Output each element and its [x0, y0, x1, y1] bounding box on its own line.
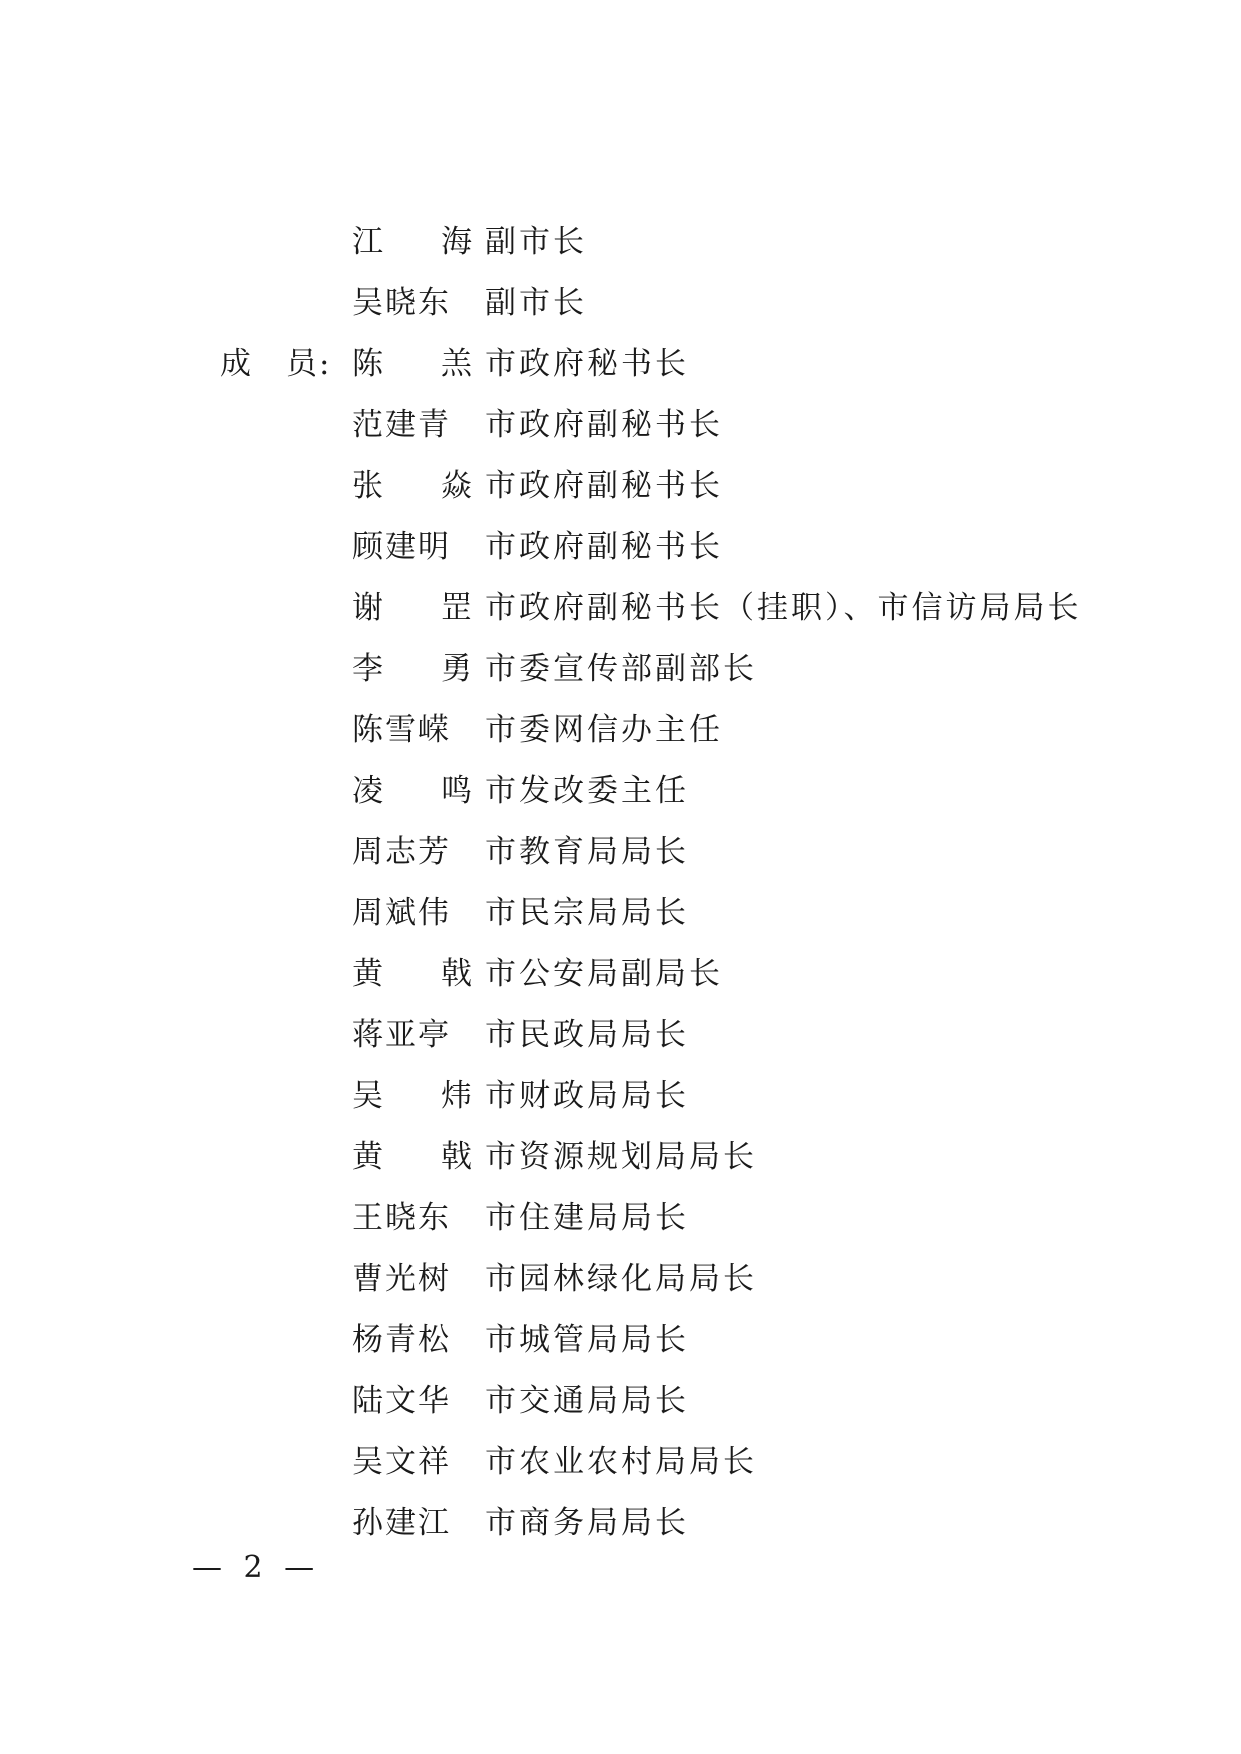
person-title: 市政府副秘书长（挂职）、市信访局局长: [485, 590, 1082, 626]
person-name-part: 羔: [441, 346, 472, 382]
person-name-part: 周志芳: [352, 834, 451, 870]
roster-row: [0, 944, 1241, 1005]
roster-row: [0, 1127, 1241, 1188]
person-name: [352, 944, 472, 1005]
person-name: [352, 395, 472, 456]
person-title: 市财政局局长: [485, 1078, 689, 1114]
person-title: 市城管局局长: [485, 1322, 689, 1358]
person-name-part: 吴晓东: [352, 285, 451, 321]
person-name-part: 江: [352, 224, 383, 260]
roster-row: [0, 212, 1241, 273]
roster-row: [0, 1371, 1241, 1432]
person-title: 市民宗局局长: [485, 895, 689, 931]
person-name: [352, 639, 472, 700]
person-name-part: 罡: [441, 590, 472, 626]
person-name-part: 炜: [441, 1078, 472, 1114]
person-title: 市政府秘书长: [485, 346, 689, 382]
person-name-part: 黄: [352, 956, 383, 992]
person-name: [352, 700, 472, 761]
person-name-part: 周斌伟: [352, 895, 451, 931]
person-name-part: 蒋亚亭: [352, 1017, 451, 1053]
person-name-part: 戟: [441, 956, 472, 992]
person-title: 市农业农村局局长: [485, 1444, 757, 1480]
roster-row: [0, 273, 1241, 334]
person-title: 市住建局局长: [485, 1200, 689, 1236]
person-title: 市公安局副局长: [485, 956, 723, 992]
page-number: — 2 —: [192, 1550, 321, 1585]
roster-row: [0, 883, 1241, 944]
roster-row: [0, 1493, 1241, 1554]
person-name: [352, 822, 472, 883]
roster-row: [0, 456, 1241, 517]
person-name-part: 王晓东: [352, 1200, 451, 1236]
person-name: [352, 1432, 472, 1493]
person-name: [352, 761, 472, 822]
roster-row: [0, 578, 1241, 639]
member-roster: [0, 212, 1241, 1554]
person-name-part: 焱: [441, 468, 472, 504]
roster-row: [0, 1432, 1241, 1493]
person-name-part: 吴文祥: [352, 1444, 451, 1480]
roster-row: [0, 639, 1241, 700]
person-name: [352, 1493, 472, 1554]
person-name-part: 陈雪嵘: [352, 712, 451, 748]
roster-row: [0, 517, 1241, 578]
roster-row: [0, 1005, 1241, 1066]
roster-row: [0, 822, 1241, 883]
person-title: 副市长: [485, 224, 587, 260]
person-name: [352, 456, 472, 517]
person-name-part: 鸣: [441, 773, 472, 809]
roster-row: [0, 395, 1241, 456]
person-title: 市民政局局长: [485, 1017, 689, 1053]
person-title: 市政府副秘书长: [485, 468, 723, 504]
person-title: 副市长: [485, 285, 587, 321]
person-title: 市政府副秘书长: [485, 529, 723, 565]
person-name-part: 范建青: [352, 407, 451, 443]
person-title: 市委宣传部副部长: [485, 651, 757, 687]
person-name-part: 杨青松: [352, 1322, 451, 1358]
person-name: [352, 1127, 472, 1188]
person-title: 市资源规划局局长: [485, 1139, 757, 1175]
person-name-part: 李: [352, 651, 383, 687]
person-name: [352, 1005, 472, 1066]
members-label: 成 员:: [220, 346, 332, 382]
person-name-part: 勇: [441, 651, 472, 687]
person-name-part: 顾建明: [352, 529, 451, 565]
person-name: [352, 883, 472, 944]
roster-row: [0, 1249, 1241, 1310]
person-title: 市交通局局长: [485, 1383, 689, 1419]
person-name-part: 曹光树: [352, 1261, 451, 1297]
person-name: [352, 212, 472, 273]
roster-row: [0, 334, 1241, 395]
roster-row: [0, 700, 1241, 761]
person-title: 市政府副秘书长: [485, 407, 723, 443]
person-title: 市商务局局长: [485, 1505, 689, 1541]
roster-row: [0, 1310, 1241, 1371]
person-name-part: 陆文华: [352, 1383, 451, 1419]
person-name: [352, 578, 472, 639]
person-name: [352, 334, 472, 395]
person-name: [352, 273, 472, 334]
person-title: 市委网信办主任: [485, 712, 723, 748]
roster-row: [0, 761, 1241, 822]
person-name-part: 黄: [352, 1139, 383, 1175]
person-name: [352, 517, 472, 578]
person-name: [352, 1066, 472, 1127]
person-name-part: 吴: [352, 1078, 383, 1114]
person-title: 市发改委主任: [485, 773, 689, 809]
person-name: [352, 1371, 472, 1432]
person-name-part: 陈: [352, 346, 383, 382]
person-name-part: 凌: [352, 773, 383, 809]
person-name-part: 海: [441, 224, 472, 260]
person-name-part: 戟: [441, 1139, 472, 1175]
person-name: [352, 1249, 472, 1310]
person-name-part: 谢: [352, 590, 383, 626]
person-name: [352, 1310, 472, 1371]
person-title: 市园林绿化局局长: [485, 1261, 757, 1297]
person-title: 市教育局局长: [485, 834, 689, 870]
person-name: [352, 1188, 472, 1249]
roster-row: [0, 1066, 1241, 1127]
person-name-part: 孙建江: [352, 1505, 451, 1541]
roster-row: [0, 1188, 1241, 1249]
person-name-part: 张: [352, 468, 383, 504]
